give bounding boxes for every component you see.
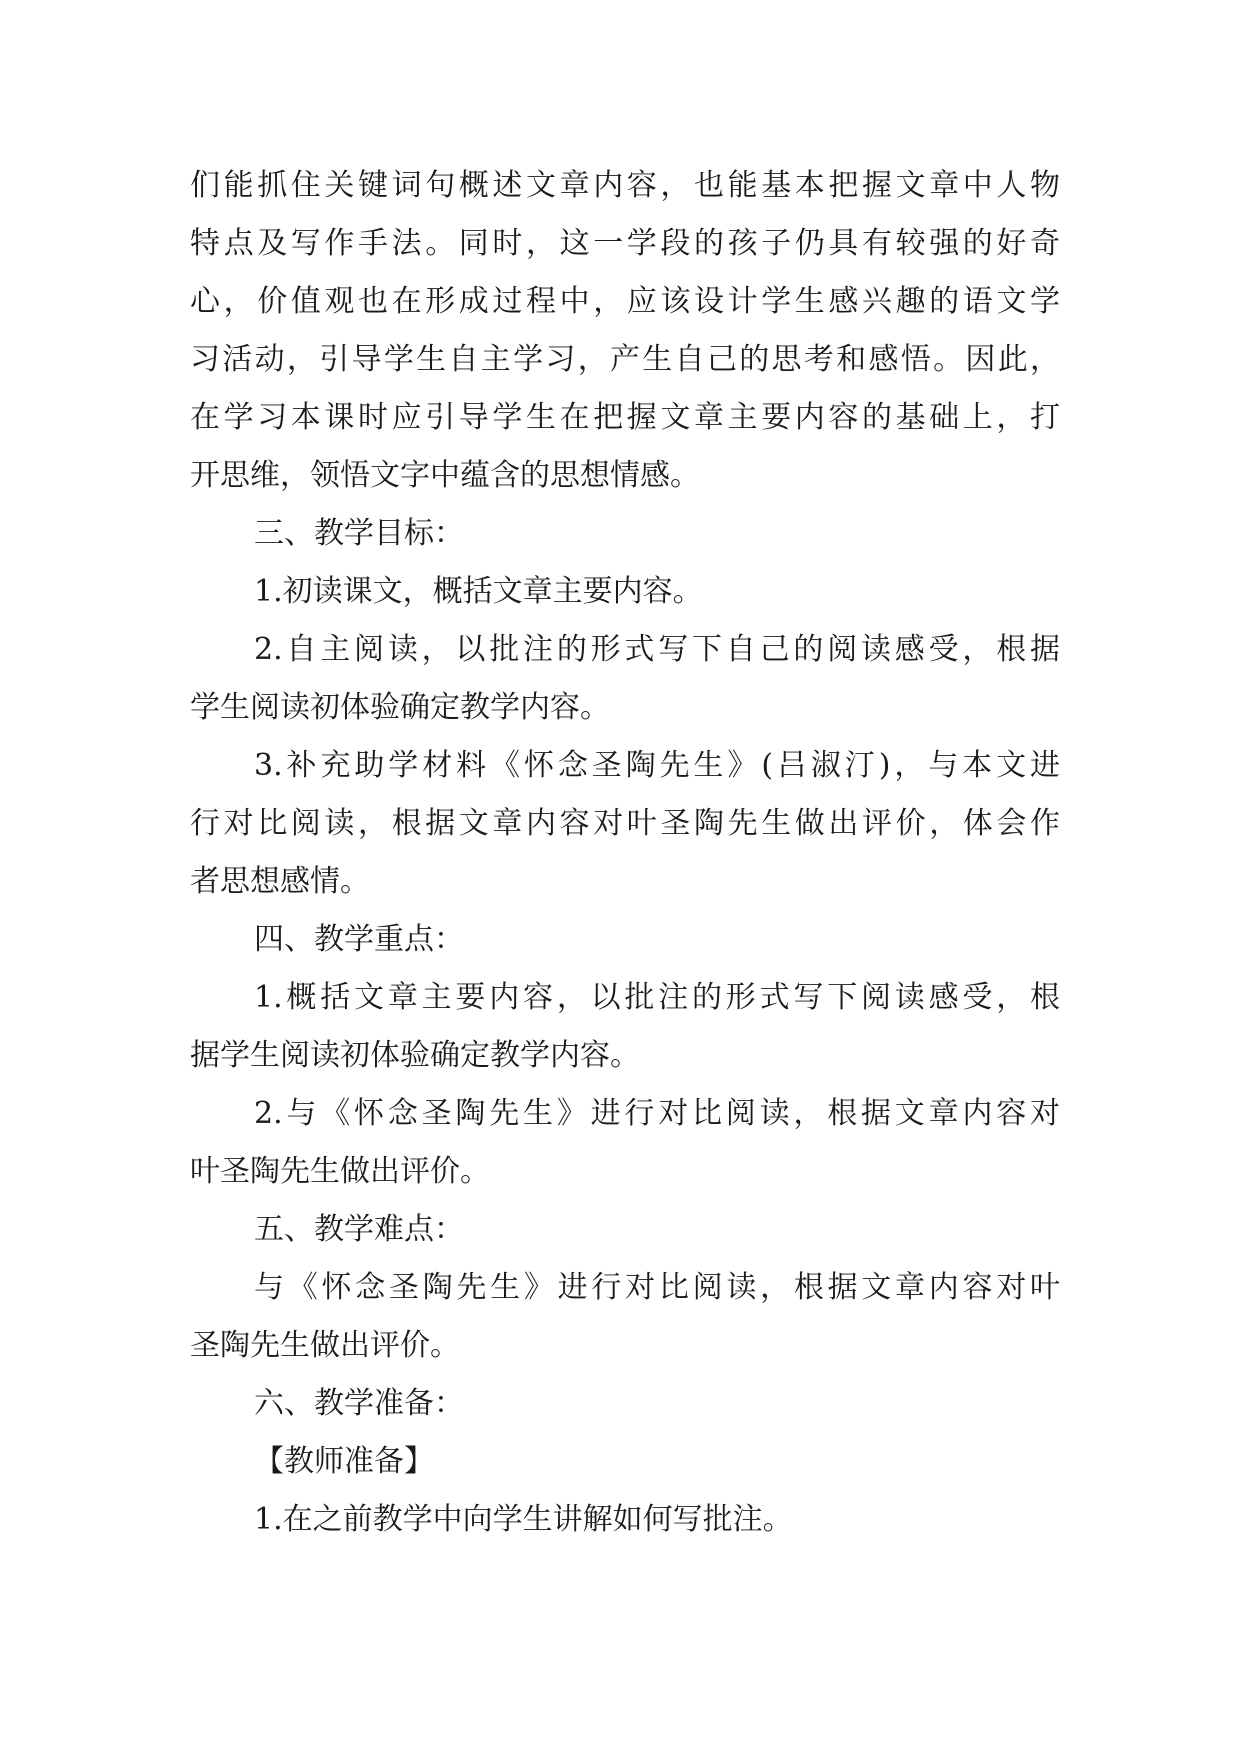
body-text-line: 在学习本课时应引导学生在把握文章主要内容的基础上，打 (190, 400, 1060, 435)
difficulty-text-continued: 圣陶先生做出评价。 (190, 1328, 460, 1363)
difficulty-text: 与《怀念圣陶先生》进行对比阅读，根据文章内容对叶 (254, 1270, 1060, 1305)
section-heading-preparation: 六、教学准备： (254, 1386, 464, 1421)
list-item-objective-2: 2.自主阅读，以批注的形式写下自己的阅读感受，根据 (254, 632, 1060, 667)
list-item-objective-3-continued: 者思想感情。 (190, 864, 370, 899)
subheading-teacher-preparation: 【教师准备】 (254, 1444, 434, 1479)
section-heading-difficulties: 五、教学难点： (254, 1212, 464, 1247)
body-text-line: 们能抓住关键词句概述文章内容，也能基本把握文章中人物 (190, 168, 1060, 203)
list-item-key-point-1-continued: 据学生阅读初体验确定教学内容。 (190, 1038, 640, 1073)
list-item-key-point-2: 2.与《怀念圣陶先生》进行对比阅读，根据文章内容对 (254, 1096, 1060, 1131)
list-item-key-point-1: 1.概括文章主要内容，以批注的形式写下阅读感受，根 (254, 980, 1060, 1015)
list-item-key-point-2-continued: 叶圣陶先生做出评价。 (190, 1154, 490, 1189)
list-item-objective-2-continued: 学生阅读初体验确定教学内容。 (190, 690, 610, 725)
section-heading-objectives: 三、教学目标： (254, 516, 464, 551)
list-item-preparation-1: 1.在之前教学中向学生讲解如何写批注。 (254, 1502, 793, 1537)
body-text-line: 习活动，引导学生自主学习，产生自己的思考和感悟。因此， (190, 342, 1060, 377)
body-text-line: 心，价值观也在形成过程中，应该设计学生感兴趣的语文学 (190, 284, 1060, 319)
body-text-line: 特点及写作手法。同时，这一学段的孩子仍具有较强的好奇 (190, 226, 1060, 261)
section-heading-key-points: 四、教学重点： (254, 922, 464, 957)
body-text-line: 开思维，领悟文字中蕴含的思想情感。 (190, 458, 700, 493)
list-item-objective-3-continued: 行对比阅读，根据文章内容对叶圣陶先生做出评价，体会作 (190, 806, 1060, 841)
list-item-objective-1: 1.初读课文，概括文章主要内容。 (254, 574, 703, 609)
list-item-objective-3: 3.补充助学材料《怀念圣陶先生》(吕淑汀)，与本文进 (254, 748, 1060, 783)
